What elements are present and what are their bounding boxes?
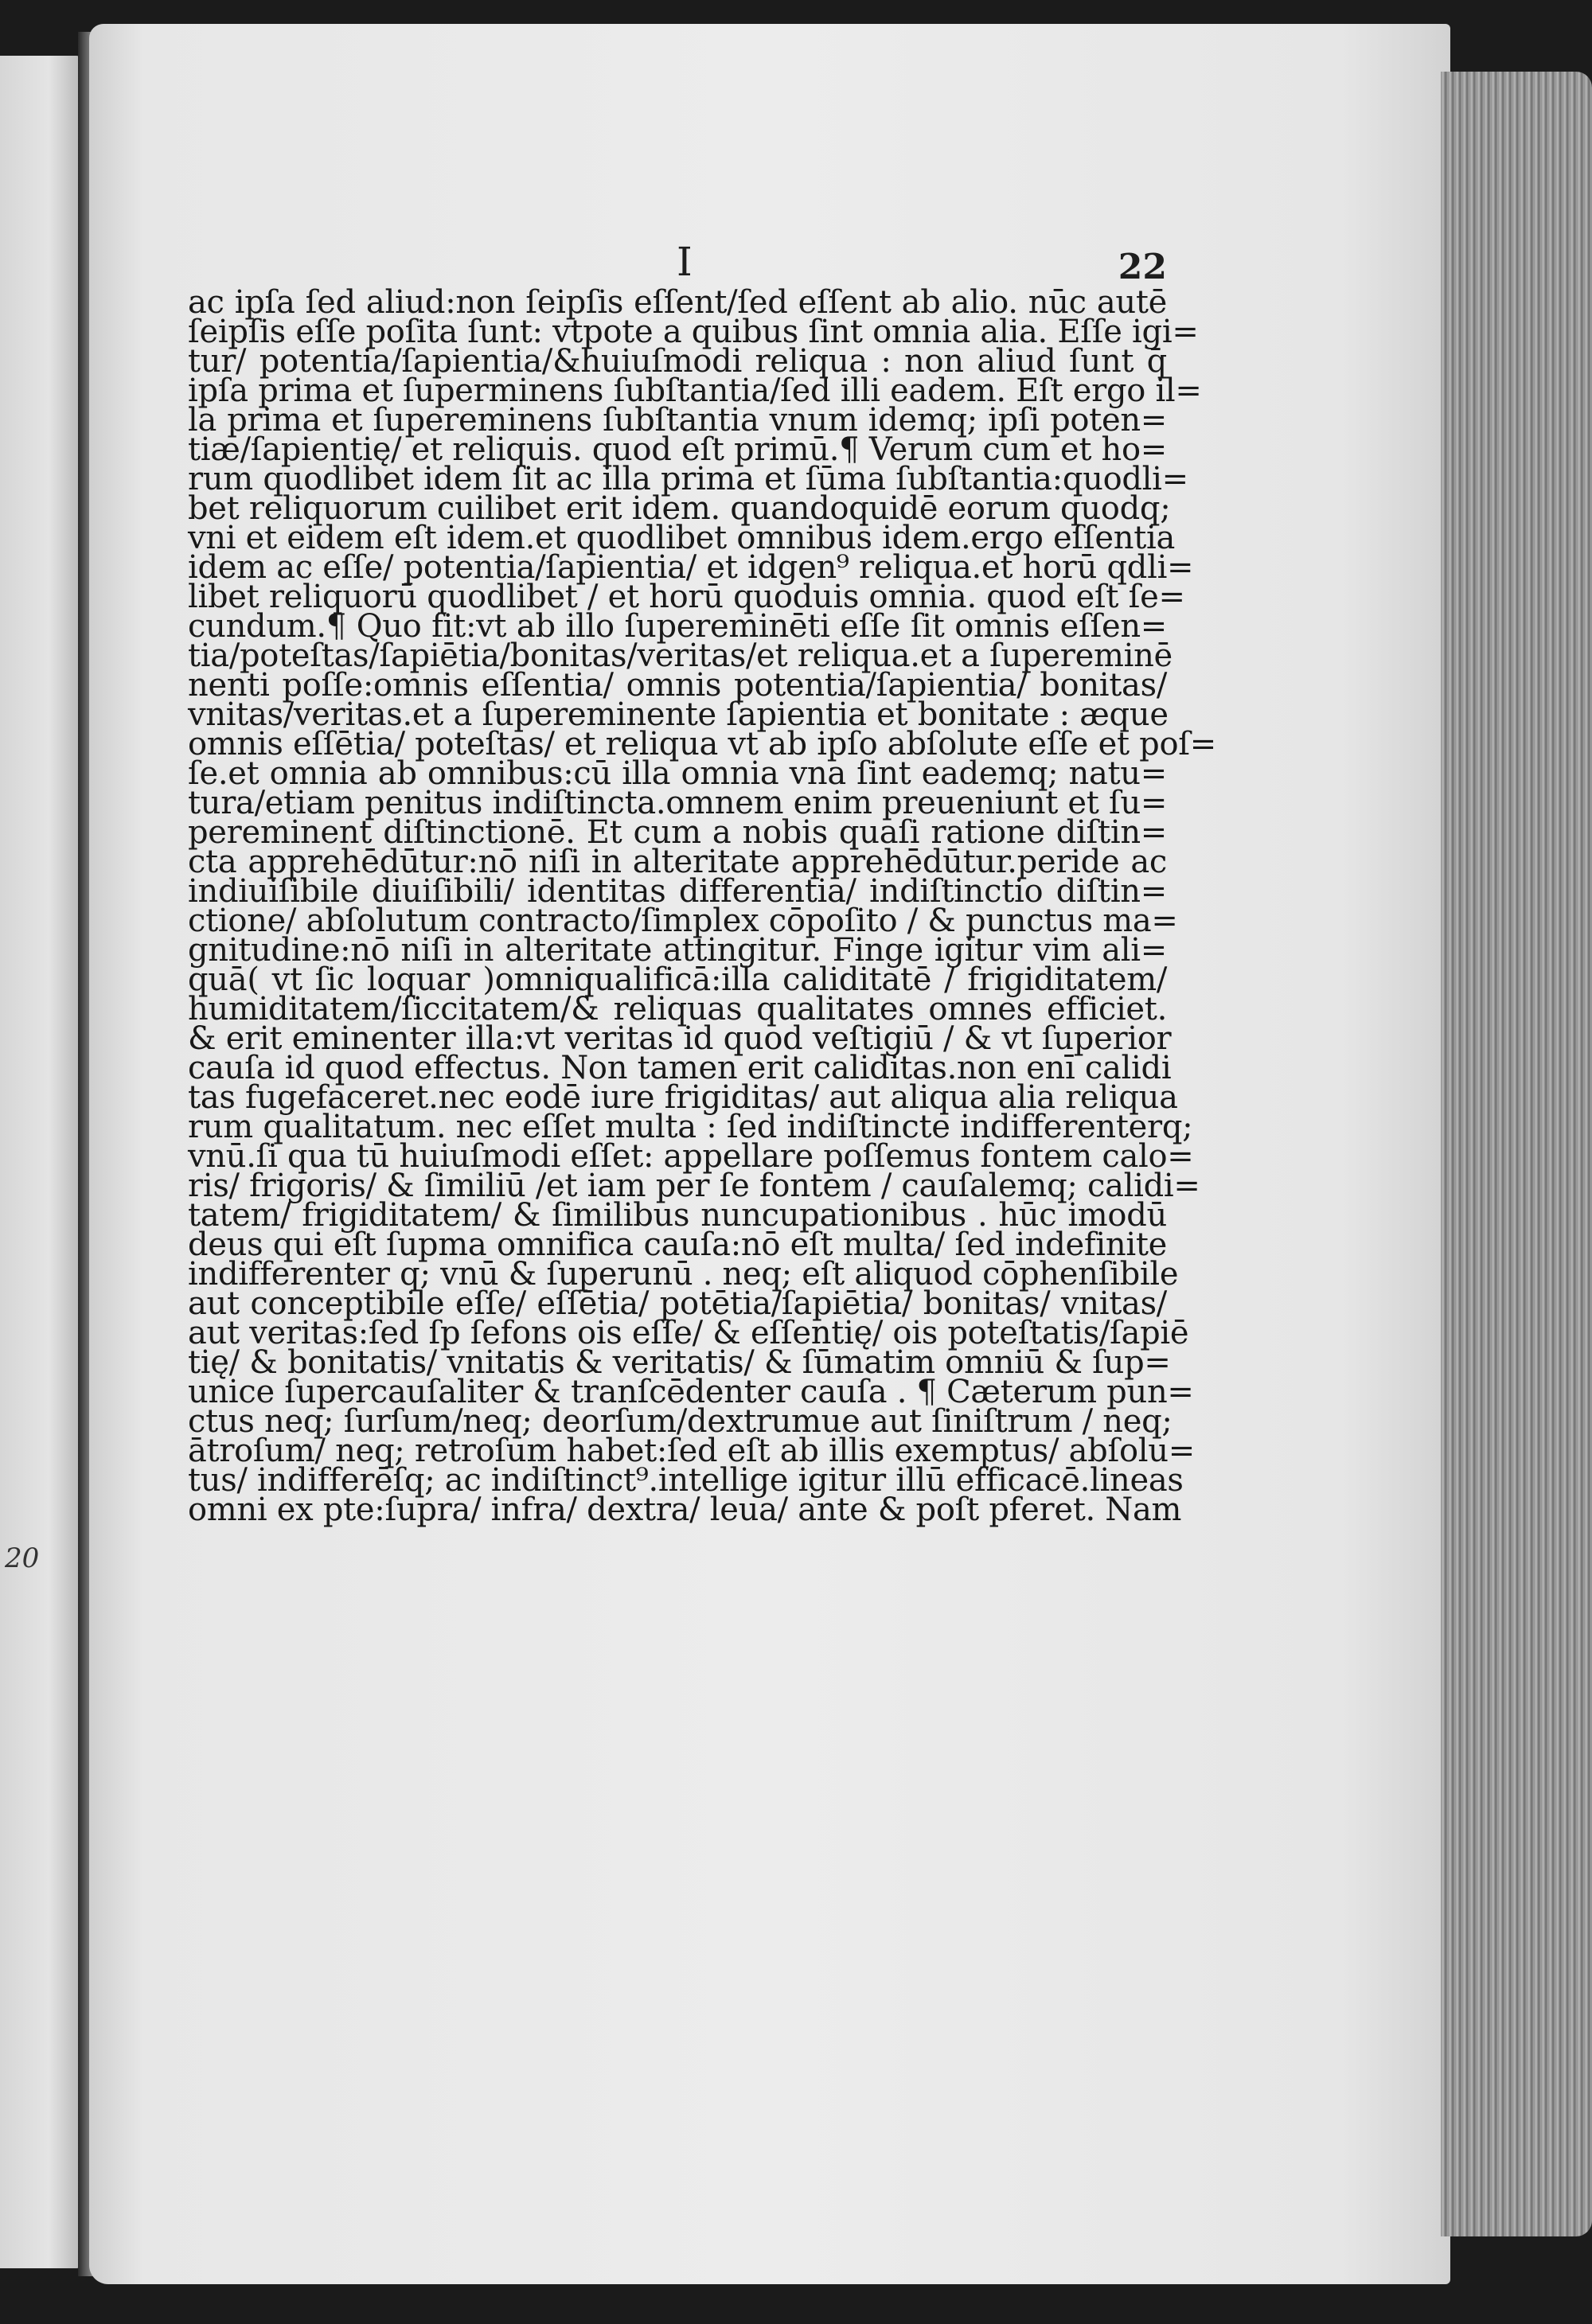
text-line: omnis eſſētia/ poteſtas/ et reliqua vt ab ipſo abſolute eſſe et poſ=: [188, 726, 1216, 762]
text-line: vni et eidem eſt idem.et quodlibet omnibus idem.ergo eſſentia: [188, 520, 1176, 556]
text-line: ſe.et omnia ab omnibus:cū illa omnia vna ſint eademq; natu=: [188, 755, 1167, 792]
text-line: ris/ frigoris/ & ſimiliū /et iam per ſe fontem / cauſalemq; calidi=: [188, 1168, 1200, 1204]
text-line: indiuiſibile diuiſibili/ identitas differentia/ indiſtinctio diſtin=: [188, 873, 1167, 910]
text-line: tatem/ frigiditatem/ & ſimilibus nuncupationibus . hūc imodū: [188, 1197, 1167, 1234]
text-line: ctus neq; ſurſum/neq; deorſum/dextrumue aut ſiniſtrum / neq;: [188, 1403, 1173, 1440]
text-line: nenti poſſe:omnis eſſentia/ omnis potentia/ſapientia/ bonitas/: [188, 667, 1167, 704]
text-line: aut conceptibile eſſe/ eſſētia/ potētia/ſapiētia/ bonitas/ vnitas/: [188, 1285, 1167, 1322]
text-line: aut veritas:ſed ſp ſefons ois eſſe/ & eſſentię/ ois poteſtatis/ſapiē: [188, 1315, 1189, 1351]
text-block: [188, 284, 1216, 1528]
text-line: rum quodlibet idem ſit ac illa prima et ſūma ſubſtantia:quodli=: [188, 461, 1188, 497]
text-line: pereminent diſtinctionē. Et cum a nobis quaſi ratione diſtin=: [188, 814, 1167, 851]
text-line: bet reliquorum cuilibet erit idem. quandoquidē eorum quodq;: [188, 490, 1171, 527]
text-line: vnitas/veritas.et a ſupereminente ſapientia et bonitate : æque: [188, 696, 1169, 733]
text-line: tiæ/ſapientię/ et reliquis. quod eſt primū.¶ Verum cum et ho=: [188, 431, 1167, 468]
text-line: tur/ potentia/ſapientia/&huiuſmodi reliqua : non aliud ſunt q̄: [188, 343, 1167, 380]
text-line: libet reliquorū quodlibet / et horū quoduis omnia. quod eſt ſe=: [188, 579, 1185, 615]
text-line: tia/poteſtas/ſapiētia/bonitas/veritas/et reliqua.et a ſupereminē: [188, 638, 1173, 674]
text-line: omni ex pte:ſupra/ infra/ dextra/ leua/ ante & poſt pferet. Nam: [188, 1491, 1182, 1528]
text-line: cta apprehēdūtur:nō niſi in alteritate apprehēdūtur.peride ac: [188, 844, 1167, 880]
text-line: indifferenter q; vnū & ſuperunū . neq; eſt aliquod cōphenſibile: [188, 1256, 1179, 1293]
text-line: deus qui eſt ſupma omnifica cauſa:nō eſt multa/ ſed indefinite: [188, 1226, 1167, 1263]
text-line: quā( vt ſic loquar )omniqualificā:illa caliditatē / frigiditatem/: [188, 961, 1167, 998]
text-line: ctione/ abſolutum contracto/ſimplex cōpoſito / & punctus ma=: [188, 903, 1178, 939]
text-line: tas fugefaceret.nec eodē iure frigiditas/ aut aliqua alia reliqua: [188, 1079, 1178, 1116]
signature-mark: I: [677, 239, 693, 285]
page-edges: [1441, 72, 1592, 2236]
text-line: cauſa id quod effectus. Non tamen erit caliditas.non enī calidi: [188, 1050, 1172, 1086]
text-line: ipſa prima et ſuperminens ſubſtantia/ſed illi eadem. Eſt ergo il=: [188, 372, 1202, 409]
text-line: rum qualitatum. nec eſſet multa : ſed indiſtincte indifferenterq;: [188, 1109, 1193, 1145]
text-line: ſeipſis eſſe poſita ſunt: vtpote a quibus ſint omnia alia. Eſſe igi=: [188, 314, 1199, 350]
text-line: idem ac eſſe/ potentia/ſapientia/ et idgen⁹ reliqua.et horū qdli=: [188, 549, 1194, 586]
text-line: tię/ & bonitatis/ vnitatis & veritatis/ & ſūmatim omniū & ſup=: [188, 1344, 1171, 1381]
text-line: ātroſum/ neq; retroſum habet:ſed eſt ab illis exemptus/ abſolu=: [188, 1433, 1195, 1469]
margin-note: 20: [5, 1542, 40, 1574]
text-line: & erit eminenter illa:vt veritas id quod veſtigiū / & vt ſuperior: [188, 1020, 1172, 1057]
text-line: la prima et ſupereminens ſubſtantia vnum idemq; ipſi poten=: [188, 402, 1167, 439]
left-page: [0, 56, 81, 2268]
page-number: 22: [1118, 247, 1167, 287]
text-line: tura/etiam penitus indiſtincta.omnem enim preueniunt et ſu=: [188, 785, 1168, 821]
text-line: tus/ indifferēſq; ac indiſtinct⁹.intellige igitur illū efficacē.lineas: [188, 1462, 1184, 1499]
text-line: unice ſupercauſaliter & tranſcēdenter cauſa . ¶ Cæterum pun=: [188, 1374, 1194, 1410]
text-line: humiditatem/ſiccitatem/& reliquas qualitates omnes efficiet.: [188, 991, 1167, 1027]
page-header: [188, 239, 1167, 287]
text-line: ac ipſa ſed aliud:non ſeipſis eſſent/ſed eſſent ab alio. nūc autē: [188, 284, 1167, 321]
text-line: gnitudine:nō niſi in alteritate attingitur. Finge igitur vim ali=: [188, 932, 1167, 969]
text-line: vnū.ſi qua tū huiuſmodi eſſet: appellare poſſemus fontem calo=: [188, 1138, 1194, 1175]
text-line: cundum.¶ Quo fit:vt ab illo ſupereminēti eſſe ſit omnis eſſen=: [188, 608, 1167, 645]
